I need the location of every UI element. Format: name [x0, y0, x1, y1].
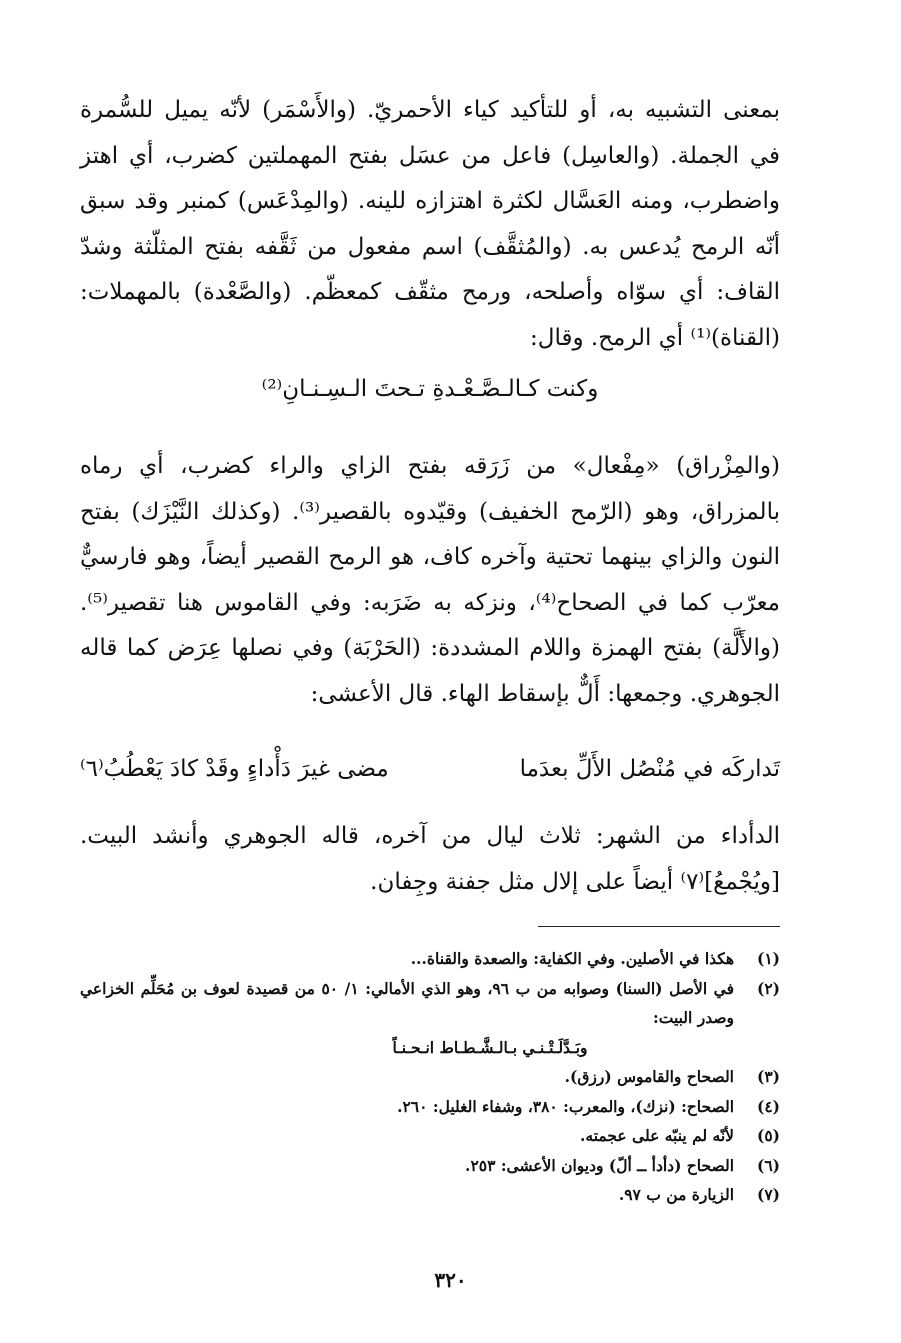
footnote-2: [80, 974, 780, 1033]
footnote-text: لأنّه لم ينبّه على عجمته.: [580, 1126, 734, 1145]
footnote-text: هكذا في الأصلين. وفي الكفاية: والصعدة والقناة...: [410, 949, 734, 968]
page-number: ٣٢٠: [434, 1268, 467, 1292]
verse-1: وكنت كـالـصَّـعْـدةِ تـحتَ الـسِـنـانِ⁽²⁾: [261, 376, 599, 402]
footnote-divider: [538, 926, 780, 927]
footnote-5: [80, 1121, 780, 1151]
footnote-text: الصحاح والقاموس (رزق).: [564, 1067, 734, 1086]
footnote-number: (٦): [756, 1155, 780, 1175]
verse-2-second-hemistich: مضى غيرَ دَأْداءٍ وقَدْ كادَ يَعْطُبُ⁽٦⁾: [80, 756, 389, 782]
footnote-text: في الأصل (السنا) وصوابه من ب ٩٦، وهو الذي الأمالي: ١/ ٥٠ من قصيدة لعوف بن مُحَلِّم الخزاعي وصدر البيت:: [80, 978, 735, 1027]
footnote-number: (٥): [756, 1126, 780, 1145]
footnote-number: (٢): [756, 978, 780, 998]
footnote-1: [80, 944, 780, 974]
footnote-number: (١): [756, 949, 780, 968]
footnotes: [80, 944, 780, 1210]
footnote-2-verse: وبَـدَّلَـتْـنـي بـالـشَّـطـاط انـحـنـاً: [392, 1037, 588, 1057]
page-body: [80, 88, 780, 905]
footnote-6: [80, 1151, 780, 1181]
footnote-text: الصحاح (دأدأ ــ ألّ) وديوان الأعشى: ٢٥٣.: [465, 1155, 734, 1175]
footnote-number: (٤): [756, 1096, 780, 1116]
footnote-7: [80, 1180, 780, 1210]
footnote-number: (٧): [756, 1185, 780, 1204]
footnote-3: [80, 1062, 780, 1092]
footnote-number: (٣): [756, 1067, 780, 1086]
verse-2: [80, 747, 780, 792]
paragraph-1: بمعنى التشبيه به، أو للتأكيد كياء الأحمريّ. (والأَسْمَر) لأنّه يميل للسُّمرة في الجملة. (والعاسِل) فاعل من عسَل بفتح المهملتين كضرب، أي اهتز واضطرب، ومنه العَسَّال لكثرة اهتزازه للينه. (والمِدْعَس) كمنبر وقد سبق أنّه الرمح يُدعس به. (والمُثقَّف) اسم مفعول من ثَقَّفه بفتح المثلّثة وشدّ القاف: أي سوّاه وأصلحه، ورمح مثقّف كمعظّم. (والصَّعْدة) بالمهملات: (القناة)⁽¹⁾ أي الرمح. وقال:: [80, 97, 780, 351]
footnote-4: [80, 1092, 780, 1122]
paragraph-3: الدأداء من الشهر: ثلاث ليال من آخره، قاله الجوهري وأنشد البيت. [ويُجْمعُ]⁽٧⁾ أيضاً على إلال مثل جفنة وجِفان.: [80, 823, 780, 895]
footnote-text: الصحاح: (نزك)، والمعرب: ٣٨٠، وشفاء الغليل: ٢٦٠.: [397, 1096, 734, 1116]
verse-2-first-hemistich: تَداركَه في مُنْصُل الأَلِّ بعدَما: [519, 756, 780, 782]
footnote-text: الزيارة من ب ٩٧.: [618, 1185, 734, 1204]
paragraph-2: (والمِزْراق) «مِفْعال» من زَرَقه بفتح الزاي والراء كضرب، أي رماه بالمزراق، وهو (الرّمح الخفيف) وقيّدوه بالقصير⁽³⁾. (وكذلك النَّيْزَك) بفتح النون والزاي بينهما تحتية وآخره كاف، هو الرمح القصير أيضاً، وهو فارسيٌّ معرّب كما في الصحاح⁽⁴⁾، ونزكه به ضَرَبه: وفي القاموس هنا تقصير⁽⁵⁾. (والأَلَّة) بفتح الهمزة واللام المشددة: (الحَرْبَة) وفي نصلها عِرَض كما قاله الجوهري. وجمعها: أَلٌّ بإسقاط الهاء. قال الأعشى:: [80, 453, 781, 707]
